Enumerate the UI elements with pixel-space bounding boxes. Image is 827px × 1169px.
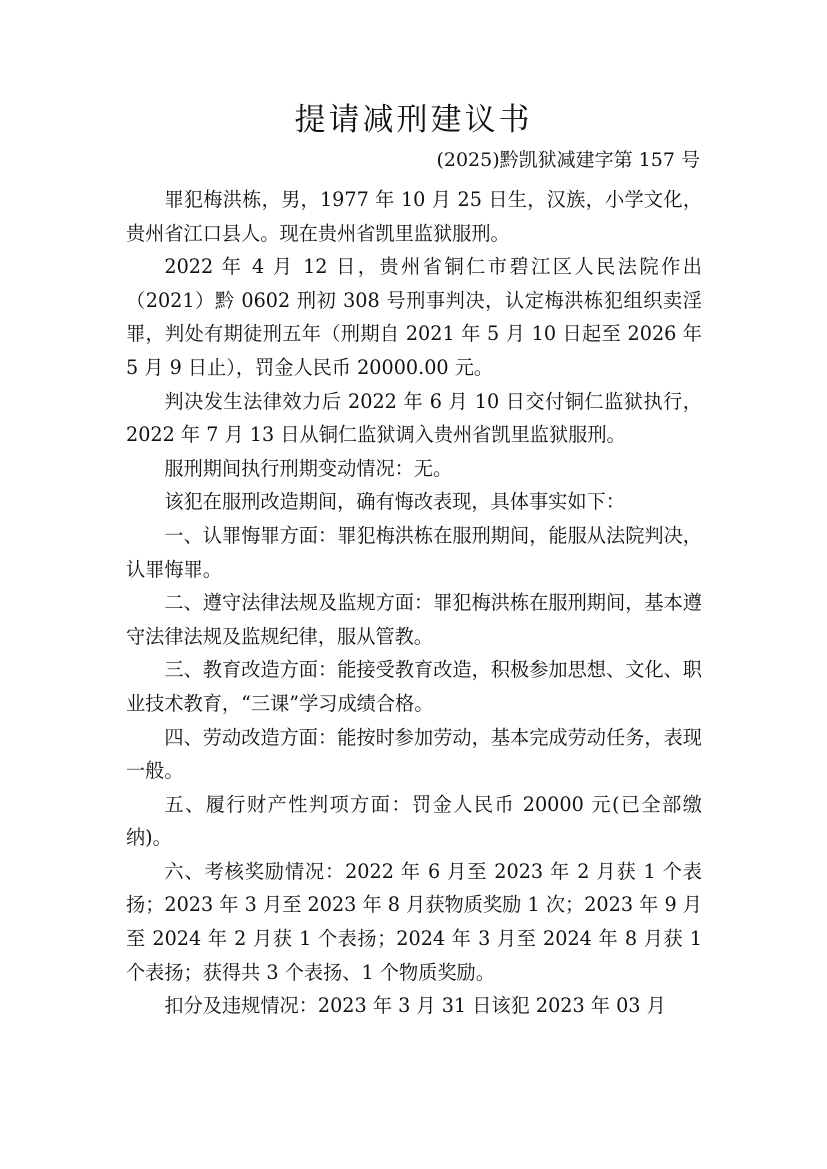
paragraph-rewards: 六、考核奖励情况：2022 年 6 月至 2023 年 2 月获 1 个表扬；2023 年 3 月至 2023 年 8 月获物质奖励 1 次；2023 年 9 月至 2024 年 2 月获 1 个表扬；2024 年 3 月至 2024 年 8 月获 1 个表扬；获得共 3 个表扬、1 个物质奖励。 (126, 859, 702, 984)
paragraph-rule-compliance: 二、遵守法律法规及监规方面：罪犯梅洪栋在服刑期间，基本遵守法律法规及监规纪律，服从管教。 (126, 591, 702, 648)
paragraph-execution: 判决发生法律效力后 2022 年 6 月 10 日交付铜仁监狱执行，2022 年 7 月 13 日从铜仁监狱调入贵州省凯里监狱服刑。 (126, 389, 702, 447)
document-title: 提请减刑建议书 (294, 102, 533, 138)
paragraph-property-judgment: 五、履行财产性判项方面：罚金人民币 20000 元(已全部缴纳)。 (126, 792, 702, 850)
paragraph-criminal-info: 罪犯梅洪栋，男，1977 年 10 月 25 日生，汉族，小学文化，贵州省江口县人。现在贵州省凯里监狱服刑。 (126, 188, 702, 245)
paragraph-judgment: 2022 年 4 月 12 日，贵州省铜仁市碧江区人民法院作出（2021）黔 0602 刑初 308 号刑事判决，认定梅洪栋犯组织卖淫罪，判处有期徒刑五年（刑期自 2021 年 5 月 10 日起至 2026 年 5 月 9 日止），罚金人民币 20000.00 元。 (126, 255, 702, 379)
document-body (126, 183, 702, 1023)
paragraph-repentance-intro: 该犯在服刑改造期间，确有悔改表现，具体事实如下： (164, 490, 625, 514)
paragraph-plea-remorse: 一、认罪悔罪方面：罪犯梅洪栋在服刑期间，能服从法院判决，认罪悔罪。 (126, 523, 702, 581)
paragraph-sentence-change: 服刑期间执行刑期变动情况：无。 (164, 456, 453, 480)
document-number: (2025)黔凯狱减建字第 157 号 (436, 149, 700, 171)
paragraph-education: 三、教育改造方面：能接受教育改造，积极参加思想、文化、职业技术教育，“三课”学习成绩合格。 (126, 658, 702, 715)
paragraph-violations: 扣分及违规情况：2023 年 3 月 31 日该犯 2023 年 03 月 (164, 994, 666, 1018)
paragraph-labor: 四、劳动改造方面：能按时参加劳动，基本完成劳动任务，表现一般。 (126, 725, 702, 783)
